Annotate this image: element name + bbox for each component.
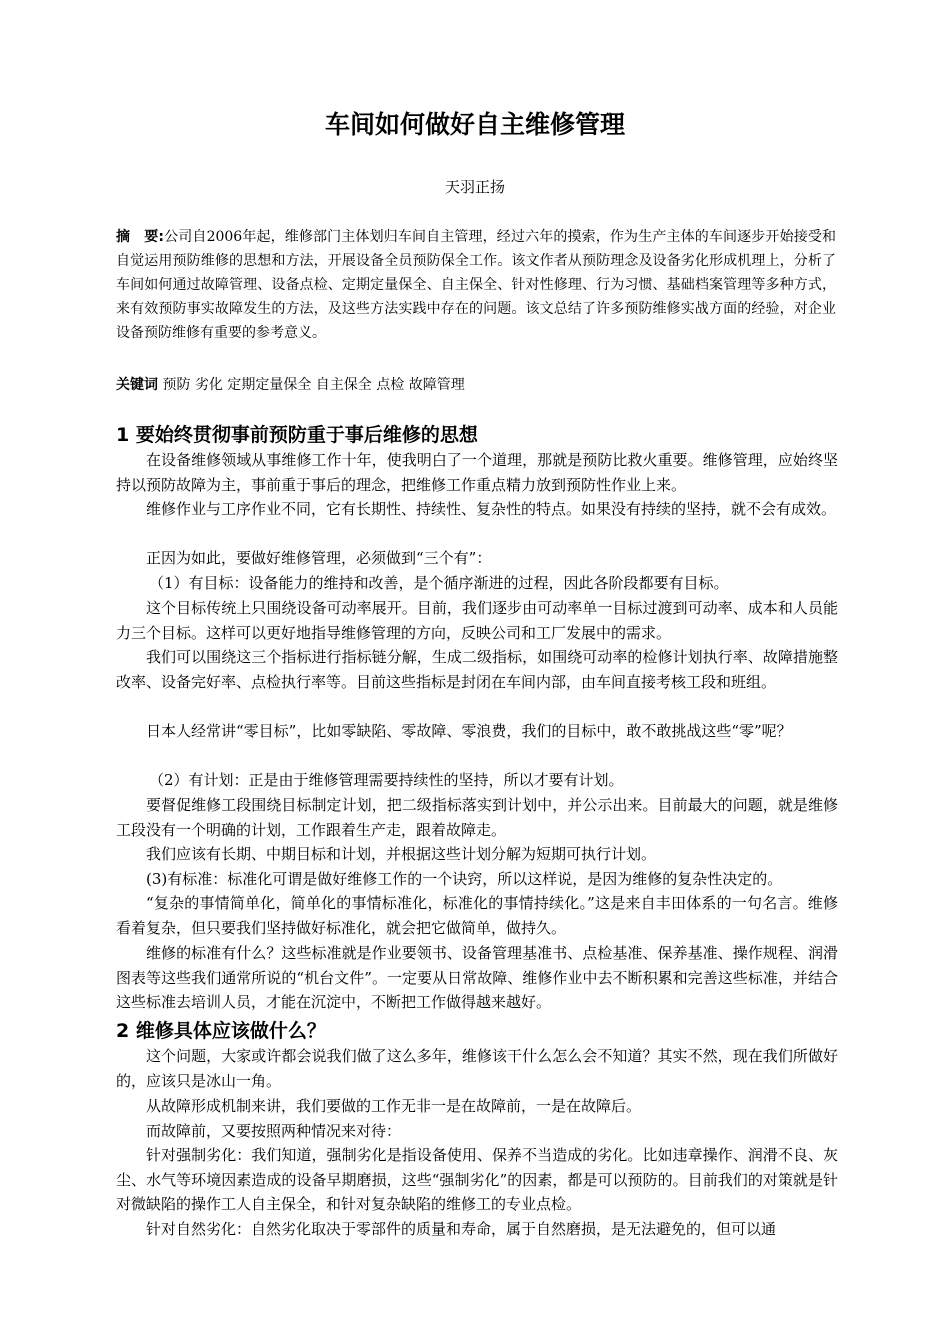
section-1-paragraph: 在设备维修领域从事维修工作十年，使我明白了一个道理，那就是预防比救火重要。维修管理，应始终坚持以预防故障为主，事前重于事后的理念，把维修工作重点精力放到预防性作业上来。 xyxy=(116,451,838,494)
section-2-paragraph: 从故障形成机制来讲，我们要做的工作无非一是在故障前，一是在故障后。 xyxy=(146,1097,642,1115)
section-1-paragraph: 维修的标准有什么？这些标准就是作业要领书、设备管理基准书、点检基准、保养基准、操作规程、润滑图表等这些我们通常所说的“机台文件”。一定要从日常故障、维修作业中去不断积累和完善这些标准，并结合这些标准去培训人员，才能在沉淀中，不断把工作做得越来越好。 xyxy=(116,944,838,1012)
section-1-heading: 1 要始终贯彻事前预防重于事后维修的思想 xyxy=(116,424,478,446)
author-name: 天羽正扬 xyxy=(444,178,505,196)
abstract-text: 公司自2006年起，维修部门主体划归车间自主管理，经过六年的摸索，作为生产主体的车间逐步开始接受和自觉运用预防维修的思想和方法，开展设备全员预防保全工作。该文作者从预防理念及设备劣化形成机理上，分析了车间如何通过故障管理、设备点检、定期定量保全、自主保全、针对性修理、行为习惯、基础档案管理等多种方式，来有效预防事实故障发生的方法，及这些方法实践中存在的问题。该文总结了许多预防维修实战方面的经验，对企业设备预防维修有重要的参考意义。 xyxy=(116,229,836,341)
abstract xyxy=(116,225,836,345)
section-2-heading: 2 维修具体应该做什么？ xyxy=(116,1020,326,1042)
keywords-text: 预防 劣化 定期定量保全 自主保全 点检 故障管理 xyxy=(158,377,465,393)
keywords xyxy=(116,373,836,397)
section-1-paragraph: （2）有计划：正是由于维修管理需要持续性的坚持，所以才要有计划。 xyxy=(149,771,624,789)
section-1-paragraph: 要督促维修工段围绕目标制定计划，把二级指标落实到计划中，并公示出来。目前最大的问题，就是维修工段没有一个明确的计划，工作跟着生产走，跟着故障走。 xyxy=(116,796,838,839)
section-1-paragraph: （1）有目标：设备能力的维持和改善，是个循序渐进的过程，因此各阶段都要有目标。 xyxy=(149,574,729,592)
section-2-paragraph: 针对强制劣化：我们知道，强制劣化是指设备使用、保养不当造成的劣化。比如违章操作、润滑不良、灰尘、水气等环境因素造成的设备早期磨损，这些“强制劣化”的因素，都是可以预防的。目前我们的对策就是针对微缺陷的操作工人自主保全，和针对复杂缺陷的维修工的专业点检。 xyxy=(116,1146,838,1214)
section-2-paragraph: 而故障前，又要按照两种情况来对待： xyxy=(146,1122,402,1140)
section-1-paragraph: 我们应该有长期、中期目标和计划，并根据这些计划分解为短期可执行计划。 xyxy=(146,845,657,863)
section-1-paragraph: 我们可以围绕这三个指标进行指标链分解，生成二级指标，如围绕可动率的检修计划执行率、故障措施整改率、设备完好率、点检执行率等。目前这些指标是封闭在车间内部，由车间直接考核工段和班组。 xyxy=(116,648,838,691)
section-1-paragraph: 这个目标传统上只围绕设备可动率展开。目前，我们逐步由可动率单一目标过渡到可动率、成本和人员能力三个目标。这样可以更好地指导维修管理的方向，反映公司和工厂发展中的需求。 xyxy=(116,599,838,642)
document-title: 车间如何做好自主维修管理 xyxy=(324,110,625,139)
keywords-label: 关键词 xyxy=(116,377,158,393)
section-1-paragraph: 维修作业与工序作业不同，它有长期性、持续性、复杂性的特点。如果没有持续的坚持，就不会有成效。 xyxy=(146,500,837,518)
section-1-paragraph: “复杂的事情简单化，简单化的事情标准化，标准化的事情持续化。”这是来自丰田体系的一句名言。维修看着复杂，但只要我们坚持做好标准化，就会把它做简单，做持久。 xyxy=(116,894,838,937)
abstract-label: 摘 要: xyxy=(116,229,165,245)
section-1-paragraph: (3)有标准：标准化可谓是做好维修工作的一个诀窍，所以这样说，是因为维修的复杂性决定的。 xyxy=(146,870,783,888)
section-1-paragraph: 正因为如此，要做好维修管理，必须做到“三个有”： xyxy=(146,549,492,567)
section-2-paragraph: 针对自然劣化：自然劣化取决于零部件的质量和寿命，属于自然磨损，是无法避免的，但可以通 xyxy=(146,1220,777,1238)
section-2-paragraph: 这个问题，大家或许都会说我们做了这么多年，维修该干什么怎么会不知道？其实不然，现在我们所做好的，应该只是冰山一角。 xyxy=(116,1047,838,1090)
section-1-paragraph: 日本人经常讲“零目标”，比如零缺陷、零故障、零浪费，我们的目标中，敢不敢挑战这些“零”呢？ xyxy=(146,722,792,740)
